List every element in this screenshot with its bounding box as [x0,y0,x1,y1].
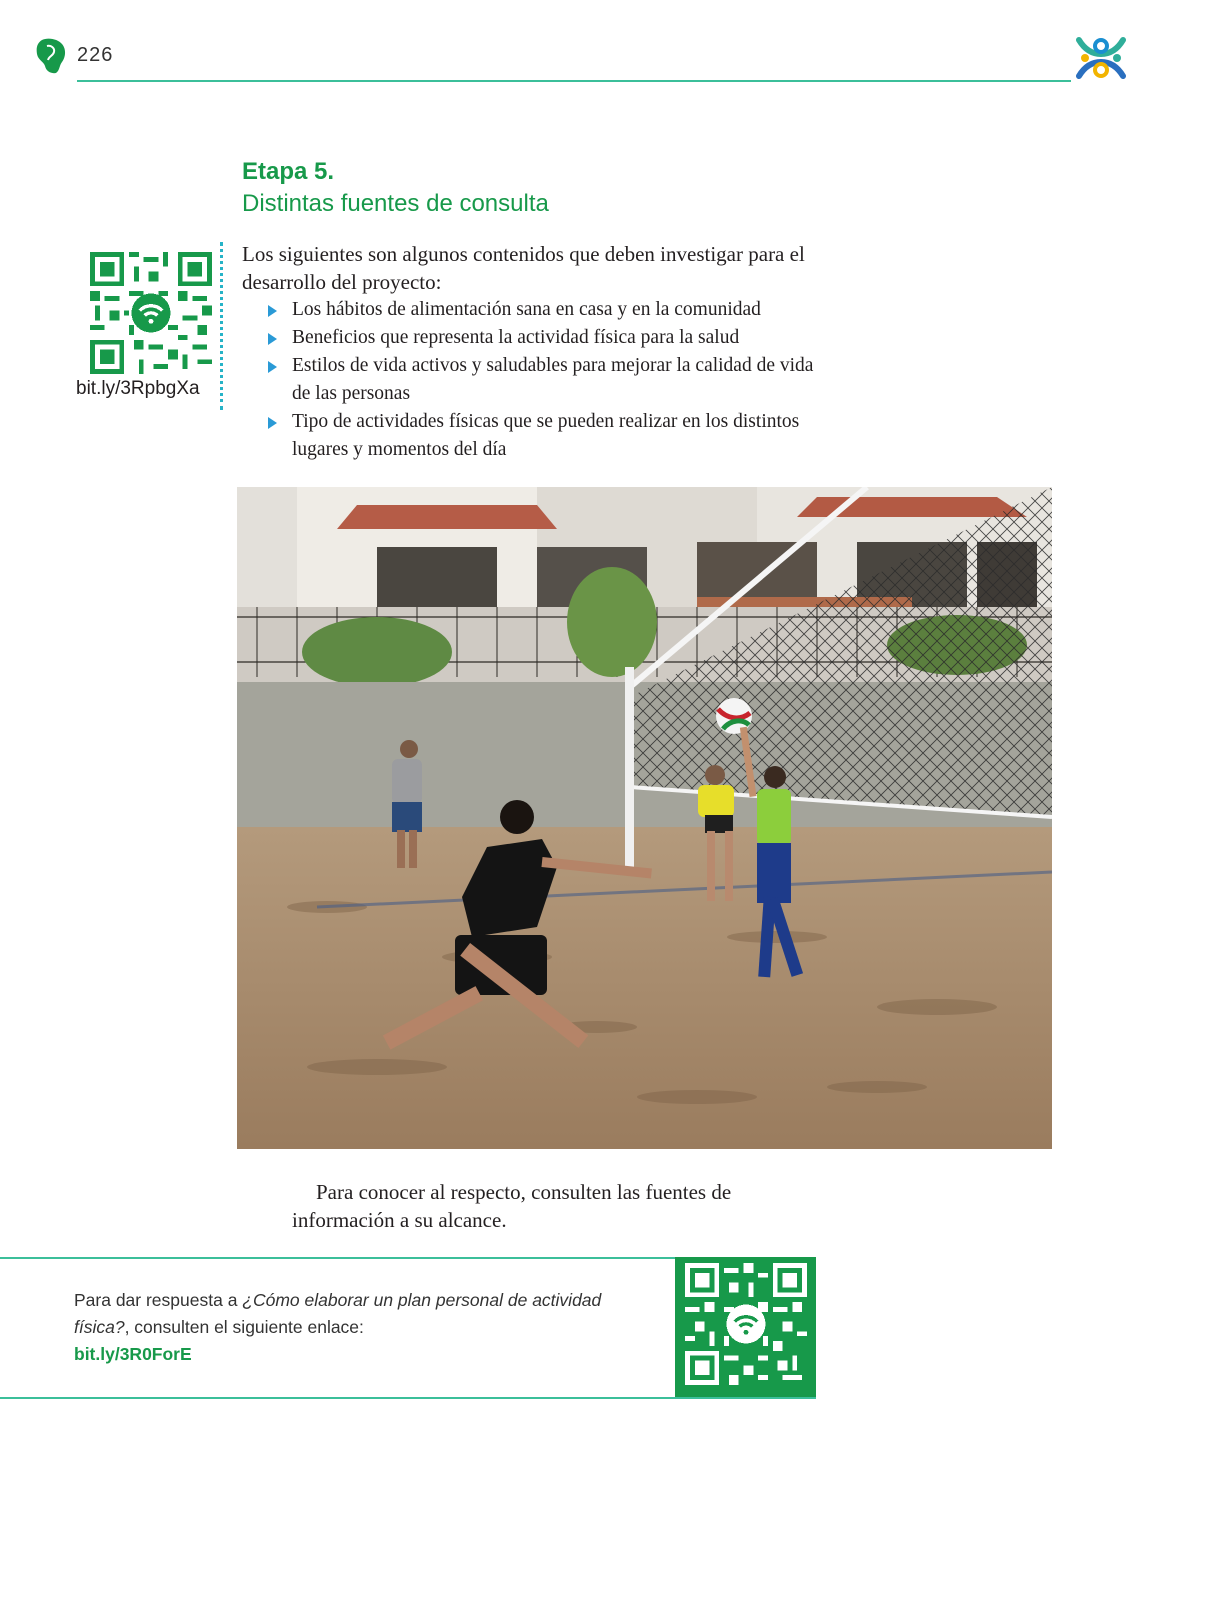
bullet-arrow-icon [268,361,277,373]
qr-link-text[interactable]: bit.ly/3RpbgXa [76,378,200,399]
qr-code-small[interactable] [90,252,212,374]
list-item-text: Estilos de vida activos y saludables para mejorar la calidad de vida de las personas [292,355,814,404]
resource-prefix: Para dar respuesta a [74,1290,243,1310]
list-item [266,324,826,352]
volleyball-photo [237,487,1052,1149]
resource-question: ¿Cómo elaborar un plan personal de actividad física? [74,1290,602,1337]
list-item [266,408,826,464]
bullet-arrow-icon [268,305,277,317]
page-number: 226 [77,44,114,66]
list-item [266,296,826,324]
closing-paragraph: Para conocer al respecto, consulten las fuentes de información a su alcance. [292,1180,732,1232]
list-item-text: Los hábitos de alimentación sana en casa y en la comunidad [292,299,761,320]
list-item-text: Tipo de actividades físicas que se pueden realizar en los distintos lugares y momentos del día [292,411,800,460]
intro-paragraph: Los siguientes son algunos contenidos que deben investigar para el desarrollo del proyecto: [242,242,805,294]
bullet-arrow-icon [268,417,277,429]
stage-label: Etapa 5. [242,158,335,185]
resource-text [74,1287,634,1368]
list-item-text: Beneficios que representa la actividad física para la salud [292,327,740,348]
dotted-divider [220,242,223,410]
resource-link[interactable]: bit.ly/3R0ForE [74,1344,192,1364]
resource-suffix: , consulten el siguiente enlace: [124,1317,364,1337]
section-title: Distintas fuentes de consulta [242,190,549,217]
list-item [266,352,826,408]
header-rule [77,80,1071,82]
series-logo-icon [1075,32,1127,84]
topic-list [266,296,826,464]
book-logo-icon [34,38,68,74]
qr-code-large-panel [675,1257,816,1397]
section-heading [242,156,549,220]
bullet-arrow-icon [268,333,277,345]
qr-code-large[interactable] [685,1263,807,1385]
